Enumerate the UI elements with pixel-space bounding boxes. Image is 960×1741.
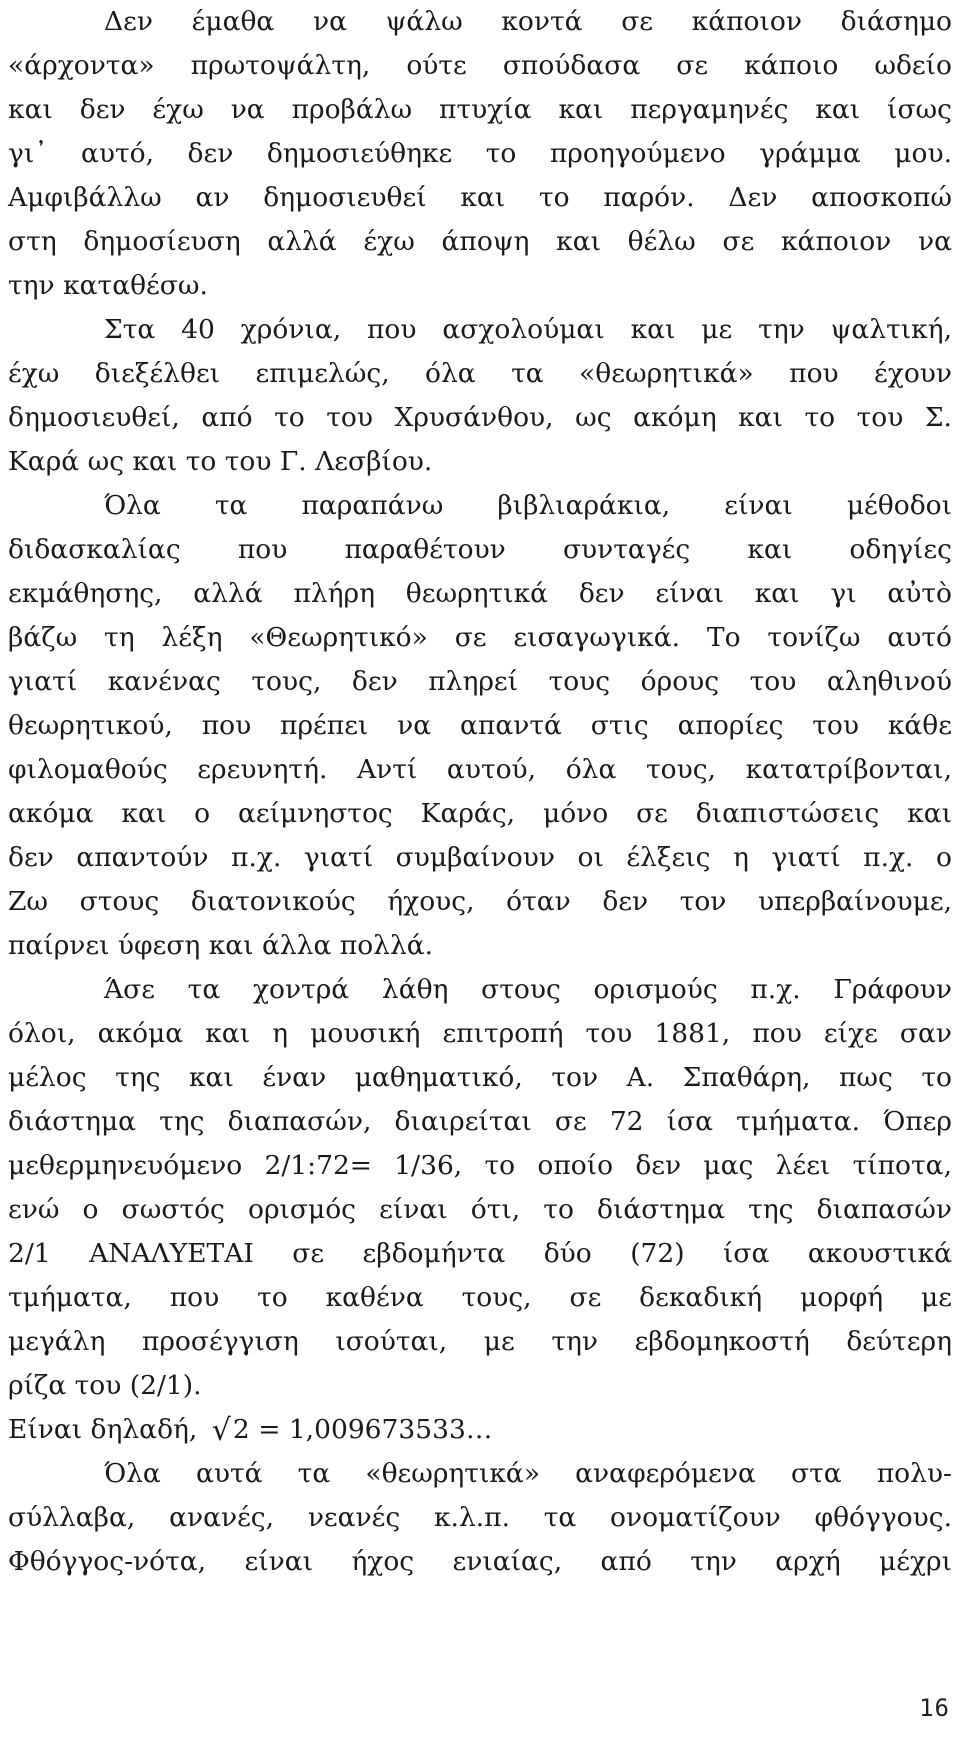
text-line: διδασκαλίας που παραθέτουν συνταγές και οδηγίες <box>8 534 952 565</box>
text-line: φιλομαθούς ερευνητή. Αντί αυτού, όλα τους, κατατρίβονται, <box>8 754 952 785</box>
text-line: την καταθέσω. <box>8 270 208 301</box>
text-line: Όλα τα παραπάνω βιβλιαράκια, είναι μέθοδοι <box>104 490 952 521</box>
text-line: 2/1 ΑΝΑΛΥΕΤΑΙ σε εβδομήντα δύο (72) ίσα ακουστικά <box>8 1238 952 1269</box>
text-line: στη δημοσίευση αλλά έχω άποψη και θέλω σε κάποιον να <box>8 226 952 257</box>
equation-line <box>8 1408 952 1452</box>
text-line: μεγάλη προσέγγιση ισούται, με την εβδομηκοστή δεύτερη <box>8 1326 952 1357</box>
text-line: Καρά ως και το του Γ. Λεσβίου. <box>8 446 433 477</box>
text-line: «άρχοντα» πρωτοψάλτη, ούτε σπούδασα σε κάποιο ωδείο <box>8 50 952 81</box>
text-line: γι᾽ αυτό, δεν δημοσιεύθηκε το προηγούμενο γράμμα μου. <box>8 138 952 169</box>
equation-expression: 2 = 1,009673533… <box>232 1414 493 1445</box>
text-line: Ζω στους διατονικούς ήχους, όταν δεν τον υπερβαίνουμε, <box>8 886 952 917</box>
text-line: παίρνει ύφεση και άλλα πολλά. <box>8 930 434 961</box>
text-line: διάστημα της διαπασών, διαιρείται σε 72 ίσα τμήματα. Όπερ <box>8 1106 952 1137</box>
text-line: Φθόγγος-νότα, είναι ήχος ενιαίας, από την αρχή μέχρι <box>8 1546 952 1577</box>
text-line: δεν απαντούν π.χ. γιατί συμβαίνουν οι έλξεις η γιατί π.χ. ο <box>8 842 952 873</box>
text-line: όλοι, ακόμα και η μουσική επιτροπή του 1881, που είχε σαν <box>8 1018 952 1049</box>
text-line: Δεν έμαθα να ψάλω κοντά σε κάποιον διάσημο <box>104 6 952 37</box>
text-line: Στα 40 χρόνια, που ασχολούμαι και με την ψαλτική, <box>104 314 952 345</box>
text-line: σύλλαβα, ανανές, νεανές κ.λ.π. τα ονοματίζουν φθόγγους. <box>8 1502 952 1533</box>
equation-prefix: Είναι δηλαδή, <box>8 1414 198 1445</box>
text-line: θεωρητικού, που πρέπει να απαντά στις απορίες του κάθε <box>8 710 952 741</box>
text-line: ενώ ο σωστός ορισμός είναι ότι, το διάστημα της διαπασών <box>8 1194 952 1225</box>
text-line: Αμφιβάλλω αν δημοσιευθεί και το παρόν. Δεν αποσκοπώ <box>8 182 952 213</box>
text-line: μέλος της και έναν μαθηματικό, τον Α. Σπαθάρη, πως το <box>8 1062 952 1093</box>
text-line: Άσε τα χοντρά λάθη στους ορισμούς π.χ. Γράφουν <box>104 974 952 1005</box>
text-line: τμήματα, που το καθένα τους, σε δεκαδική μορφή με <box>8 1282 952 1313</box>
text-line: δημοσιευθεί, από το του Χρυσάνθου, ως ακόμη και το του Σ. <box>8 402 952 433</box>
square-root-symbol: √ <box>211 1413 231 1448</box>
page-number: 16 <box>919 1694 950 1722</box>
text-line: ρίζα του (2/1). <box>8 1370 202 1401</box>
text-line: έχω διεξέλθει επιμελώς, όλα τα «θεωρητικά» που έχουν <box>8 358 952 389</box>
text-line: ακόμα και ο αείμνηστος Καράς, μόνο σε διαπιστώσεις και <box>8 798 952 829</box>
text-line: και δεν έχω να προβάλω πτυχία και περγαμηνές και ίσως <box>8 94 952 125</box>
text-line: Όλα αυτά τα «θεωρητικά» αναφερόμενα στα πολυ- <box>104 1458 952 1489</box>
text-line: εκμάθησης, αλλά πλήρη θεωρητικά δεν είναι και γι αὐτὸ <box>8 578 952 609</box>
text-line: μεθερμηνευόμενο 2/1:72= 1/36, το οποίο δεν μας λέει τίποτα, <box>8 1150 952 1181</box>
text-line: γιατί κανένας τους, δεν πληρεί τους όρους του αληθινού <box>8 666 952 697</box>
text-line: βάζω τη λέξη «Θεωρητικό» σε εισαγωγικά. Το τονίζω αυτό <box>8 622 952 653</box>
